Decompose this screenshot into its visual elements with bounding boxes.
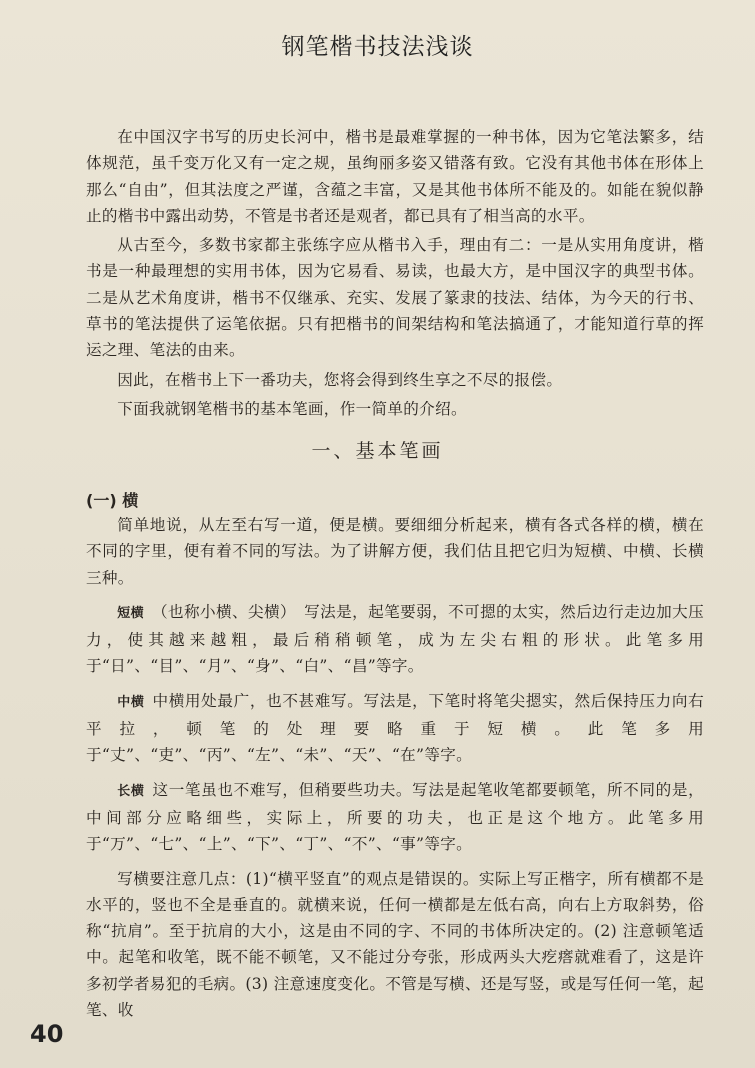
- section-heading: 一、基本笔画: [311, 440, 444, 462]
- heng-intro-paragraph: 简单地说，从左至右写一道，便是横。要细细分析起来，横有各式各样的横，横在不同的字里，便有着不同的写法。为了讲解方便，我们估且把它归为短横、中横、长横三种。: [86, 516, 704, 587]
- mid-heng-text: 中横用处最广，也不甚难写。写法是，下笔时将笔尖摁实，然后保持压力向右平拉，顿笔的处理要略重于短横。此笔多用于“丈”、“吏”、“丙”、“左”、“未”、“天”、“在”等字。: [86, 691, 704, 765]
- intro-paragraph: 从古至今，多数书家都主张练字应从楷书入手，理由有二：一是从实用角度讲，楷书是一种最理想的实用书体，因为它易看、易读，也最大方，是中国汉字的典型书体。二是从艺术角度讲，楷书不仅继承、充实、发展了篆隶的技法、结体，为今天的行书、草书的笔法提供了运笔依据。只有把楷书的间架结构和笔法搞通了，才能知道行草的挥运之理、笔法的由来。: [86, 236, 704, 360]
- intro-section: [86, 124, 704, 422]
- long-heng-term: 长横: [117, 783, 145, 799]
- mid-heng-term: 中横: [117, 694, 145, 710]
- intro-paragraph: 下面我就钢笔楷书的基本笔画，作一简单的介绍。: [117, 399, 467, 418]
- short-heng-text: （也称小横、尖横） 写法是，起笔要弱，不可摁的太实，然后边行走边加大压力，使其越来越粗，最后稍稍顿笔，成为左尖右粗的形状。此笔多用于“日”、“目”、“月”、“身”、“白”、“昌”等字。: [86, 602, 704, 676]
- intro-paragraph: 在中国汉字书写的历史长河中，楷书是最难掌握的一种书体，因为它笔法繁多，结体规范，虽千变万化又有一定之规，虽绚丽多姿又错落有致。它没有其他书体在形体上那么“自由”，但其法度之严谨，含蕴之丰富，又是其他书体所不能及的。如能在貌似静止的楷书中露出动势，不管是书者还是观者，都已具有了相当高的水平。: [86, 128, 704, 225]
- intro-paragraph: 因此，在楷书上下一番功夫，您将会得到终生享之不尽的报偿。: [117, 370, 563, 389]
- page-number: 40: [30, 1020, 64, 1048]
- page-title: 钢笔楷书技法浅谈: [281, 34, 474, 60]
- mid-heng-paragraph: [86, 688, 704, 769]
- short-heng-term: 短横: [117, 605, 144, 621]
- long-heng-paragraph: [86, 777, 704, 858]
- notes-paragraph: 写横要注意几点：(1)“横平竖直”的观点是错误的。实际上写正楷字，所有横都不是水平的，竖也不全是垂直的。就横来说，任何一横都是左低右高，向右上方取斜势，俗称“抗肩”。至于抗肩的大小，这是由不同的字、不同的书体所决定的。(2) 注意顿笔适中。起笔和收笔，既不能不顿笔，又不能过分夸张，形成两头大疙瘩就难看了，这是许多初学者易犯的毛病。(3) 注意速度变化。不管是写横、还是写竖，或是写任何一笔，起笔、收: [86, 869, 704, 1020]
- long-heng-text: 这一笔虽也不难写，但稍要些功夫。写法是起笔收笔都要顿笔，所不同的是，中间部分应略细些，实际上，所要的功夫，也正是这个地方。此笔多用于“万”、“七”、“上”、“下”、“丁”、“不”、“事”等字。: [86, 780, 704, 854]
- strokes-section: [86, 512, 704, 1031]
- sub-heading: (一) 横: [86, 491, 139, 510]
- short-heng-paragraph: [86, 599, 704, 680]
